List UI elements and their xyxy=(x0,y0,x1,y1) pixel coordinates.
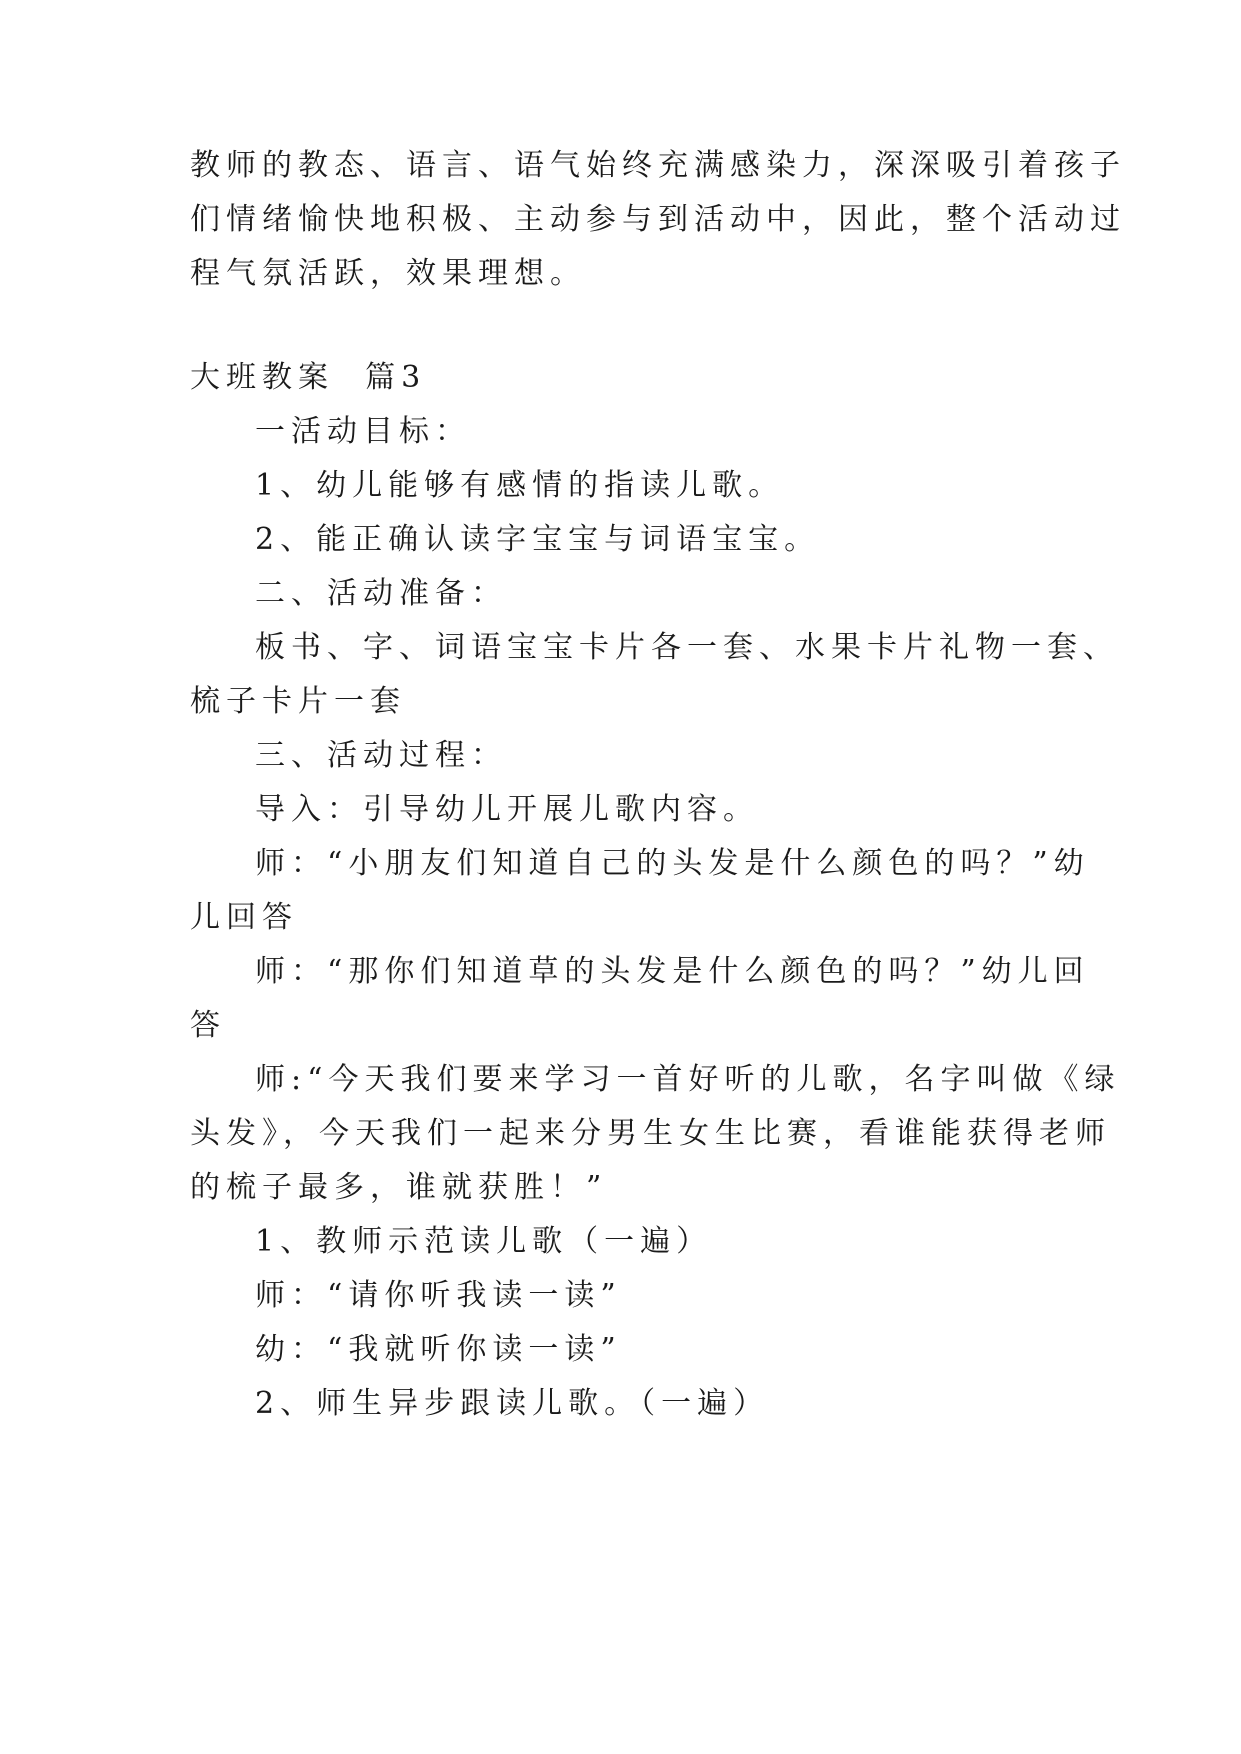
paragraph-line: 导入：引导幼儿开展儿歌内容。 xyxy=(255,792,759,827)
paragraph-line: 1、教师示范读儿歌（一遍） xyxy=(255,1224,713,1259)
paragraph-line: 们情绪愉快地积极、主动参与到活动中，因此，整个活动过 xyxy=(190,202,1126,237)
paragraph-line: 三、活动过程： xyxy=(255,738,507,773)
paragraph-line: 一活动目标： xyxy=(255,414,471,449)
paragraph-line: 教师的教态、语言、语气始终充满感染力，深深吸引着孩子 xyxy=(190,148,1126,183)
paragraph-line: 2、师生异步跟读儿歌。（一遍） xyxy=(255,1386,770,1421)
paragraph-line: 梳子卡片一套 xyxy=(190,684,406,719)
paragraph-line: 头发》，今天我们一起来分男生女生比赛，看谁能获得老师 xyxy=(190,1116,1111,1151)
paragraph-line: 答 xyxy=(190,1008,226,1043)
paragraph-line: 师：“那你们知道草的头发是什么颜色的吗？”幼儿回 xyxy=(255,954,1090,989)
paragraph-line: 师：“小朋友们知道自己的头发是什么颜色的吗？”幼 xyxy=(255,846,1090,881)
paragraph-line: 幼：“我就听你读一读” xyxy=(255,1332,622,1367)
paragraph-line: 二、活动准备： xyxy=(255,576,507,611)
paragraph-line: 师：“请你听我读一读” xyxy=(255,1278,622,1313)
paragraph-line: 的梳子最多，谁就获胜！” xyxy=(190,1170,608,1205)
section-heading: 大班教案 篇3 xyxy=(190,360,427,395)
paragraph-line: 板书、字、词语宝宝卡片各一套、水果卡片礼物一套、 xyxy=(255,630,1119,665)
paragraph-line: 儿回答 xyxy=(190,900,298,935)
paragraph-line: 程气氛活跃，效果理想。 xyxy=(190,256,586,291)
paragraph-line: 师:“今天我们要来学习一首好听的儿歌，名字叫做《绿 xyxy=(255,1062,1121,1097)
paragraph-line: 2、能正确认读字宝宝与词语宝宝。 xyxy=(255,522,821,557)
paragraph-line: 1、幼儿能够有感情的指读儿歌。 xyxy=(255,468,785,503)
